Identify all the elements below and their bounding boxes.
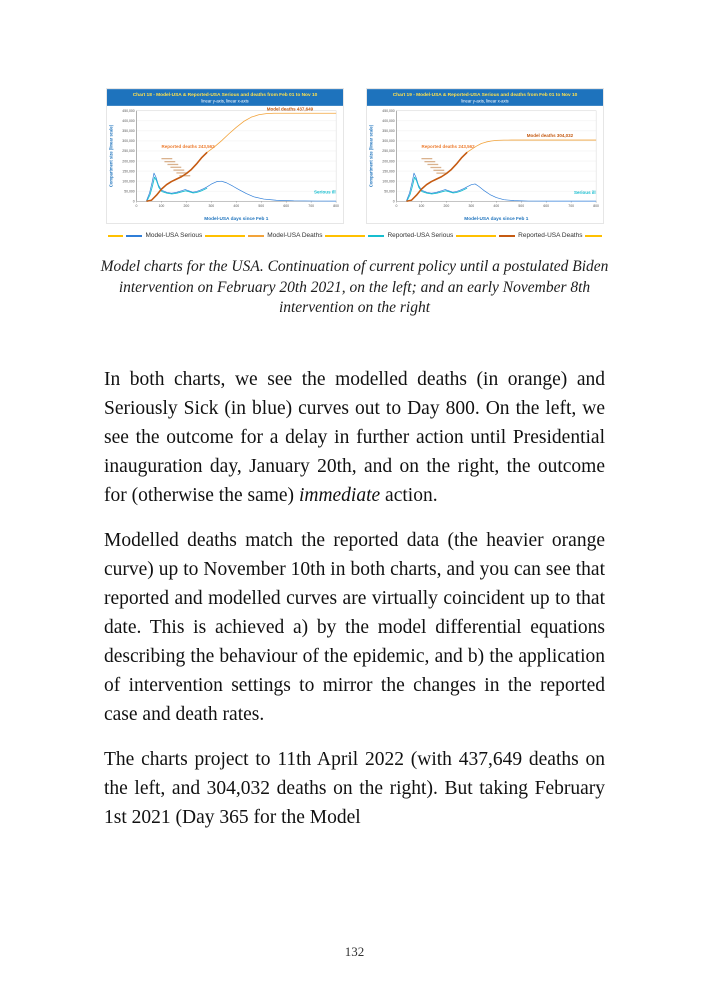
svg-text:200: 200 (183, 204, 189, 209)
svg-text:50,000: 50,000 (383, 189, 395, 194)
svg-text:0: 0 (135, 204, 137, 209)
svg-text:300: 300 (467, 204, 474, 209)
svg-text:Chart 19 - Model-USA & Reporte: Chart 19 - Model-USA & Reported-USA Serious and deaths from Feb 01 to Nov 10 (392, 93, 577, 99)
legend-item (123, 232, 205, 239)
legend-label: Model-USA Serious (145, 232, 203, 239)
legend-swatch (368, 235, 384, 237)
figure-caption: Model charts for the USA. Continuation of current policy until a postulated Biden intervention on February 20th 2021, on the left; and an early November 8th intervention on the right (100, 258, 609, 317)
svg-text:450,000: 450,000 (381, 109, 395, 114)
svg-text:linear y-axis, linear x-axis: linear y-axis, linear x-axis (200, 98, 249, 104)
svg-text:200,000: 200,000 (381, 159, 395, 164)
svg-text:0: 0 (132, 199, 135, 204)
svg-text:linear y-axis, linear x-axis: linear y-axis, linear x-axis (460, 98, 509, 104)
svg-text:450,000: 450,000 (121, 109, 135, 114)
svg-text:150,000: 150,000 (121, 169, 135, 174)
svg-text:700: 700 (567, 204, 574, 209)
legend-swatch (126, 235, 142, 237)
svg-text:Compartment size (linear scale: Compartment size (linear scale) (107, 124, 113, 188)
legend-item (365, 232, 456, 239)
chart-right-model-usa (366, 88, 604, 224)
svg-text:250,000: 250,000 (121, 149, 135, 154)
svg-text:100: 100 (418, 204, 424, 209)
legend-item (245, 232, 325, 239)
svg-text:0: 0 (392, 199, 395, 204)
paragraph-1 (104, 365, 605, 510)
svg-text:Reported deaths 243,562: Reported deaths 243,562 (420, 143, 475, 149)
paragraph-2: Modelled deaths match the reported data (the heavier orange curve) up to November 10th in both charts, and you can see that reported and modelled curves are virtually coincident up to that date. This is achieved a) by the model differential equations describing the behaviour of the epidemic, and b) the application of intervention settings to mirror the changes in the reported case and death rates. (104, 529, 605, 725)
legend-label: Model-USA Deaths (267, 232, 323, 239)
chart-legend (104, 228, 606, 243)
svg-text:500: 500 (517, 204, 524, 209)
legend-label: Reported-USA Deaths (518, 232, 583, 239)
svg-text:100: 100 (158, 204, 164, 209)
svg-text:Chart 18 - Model-USA & Reporte: Chart 18 - Model-USA & Reported-USA Serious and deaths from Feb 01 to Nov 10 (132, 93, 317, 99)
paragraph-1-text: In both charts, we see the modelled deaths (in orange) and Seriously Sick (in blue) curves out to Day 800. On the left, we see the outcome for a delay in further action until Presidential inauguration day, January 20th, and on the right, the outcome for (otherwise the same) (104, 368, 605, 506)
svg-text:Model deaths 437,649: Model deaths 437,649 (266, 106, 313, 112)
svg-text:Serious ill: Serious ill (573, 190, 596, 196)
svg-text:800: 800 (592, 204, 599, 209)
svg-text:500: 500 (257, 204, 264, 209)
svg-text:400: 400 (492, 204, 499, 209)
svg-text:50,000: 50,000 (123, 189, 135, 194)
svg-text:300,000: 300,000 (381, 139, 395, 144)
svg-text:600: 600 (282, 204, 289, 209)
svg-text:Compartment size (linear scale: Compartment size (linear scale) (367, 124, 373, 188)
legend-swatch (248, 235, 264, 237)
legend-swatch (499, 235, 515, 237)
svg-text:350,000: 350,000 (381, 129, 395, 134)
legend-item (496, 232, 585, 239)
paragraph-1-text-end: action. (380, 484, 438, 506)
svg-text:0: 0 (395, 204, 397, 209)
legend-label: Reported-USA Serious (387, 232, 454, 239)
svg-text:400,000: 400,000 (121, 119, 135, 124)
paragraph-3: The charts project to 11th April 2022 (with 437,649 deaths on the left, and 304,032 deaths on the right). But taking February 1st 2021 (Day 365 for the Model (104, 748, 605, 828)
svg-text:300: 300 (207, 204, 214, 209)
page-number: 132 (344, 944, 365, 959)
svg-text:Model-USA days since Feb 1: Model-USA days since Feb 1 (463, 216, 528, 222)
svg-text:400: 400 (232, 204, 239, 209)
chart-left-model-usa (106, 88, 344, 224)
svg-text:200: 200 (443, 204, 449, 209)
svg-text:100,000: 100,000 (381, 179, 395, 184)
svg-text:600: 600 (542, 204, 549, 209)
svg-text:200,000: 200,000 (121, 159, 135, 164)
svg-text:Reported deaths 243,562: Reported deaths 243,562 (160, 143, 215, 149)
svg-text:Serious ill: Serious ill (313, 189, 336, 195)
svg-text:400,000: 400,000 (381, 119, 395, 124)
svg-text:Model-USA days since Feb 1: Model-USA days since Feb 1 (203, 216, 268, 222)
svg-text:100,000: 100,000 (121, 179, 135, 184)
paragraph-1-emphasis: immediate (298, 484, 381, 506)
charts-row (0, 0, 709, 224)
svg-text:700: 700 (307, 204, 314, 209)
svg-text:350,000: 350,000 (121, 129, 135, 134)
svg-text:300,000: 300,000 (121, 139, 135, 144)
svg-text:150,000: 150,000 (381, 169, 395, 174)
svg-text:800: 800 (332, 204, 339, 209)
svg-text:250,000: 250,000 (381, 149, 395, 154)
body-text (104, 365, 605, 832)
svg-text:Model deaths 304,032: Model deaths 304,032 (526, 133, 573, 139)
legend-items (104, 228, 606, 243)
